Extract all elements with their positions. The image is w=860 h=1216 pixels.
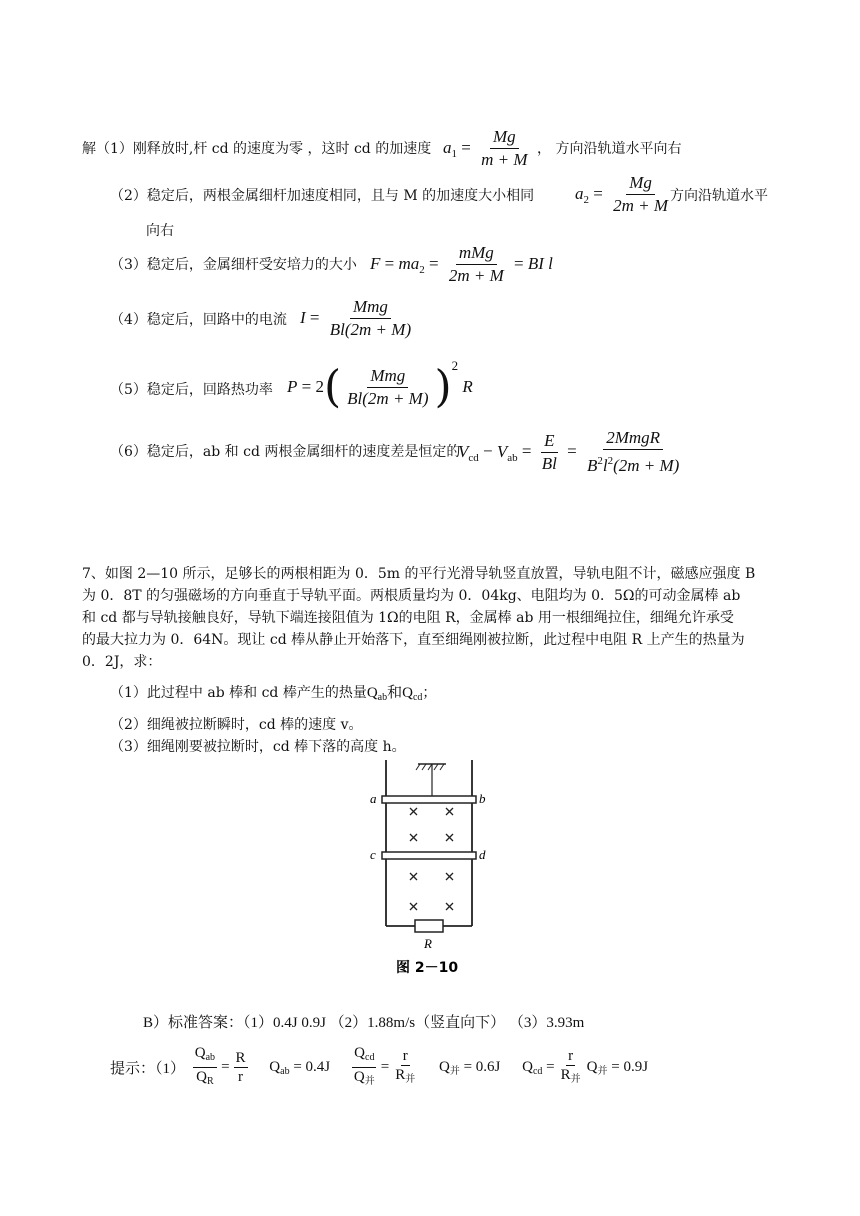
- line2-suffix: 方向沿轨道水平: [670, 188, 768, 204]
- problem-text-2: 为 0．8T 的匀强磁场的方向垂直于导轨平面。两根质量均为 0．04kg、电阻均为 0．5Ω的可动金属棒 ab: [82, 588, 741, 604]
- line2-cont: 向右: [146, 223, 174, 239]
- bar-cd: [382, 852, 476, 859]
- resistor-icon: [415, 920, 443, 932]
- line1-prefix: 解（1）刚释放时,杆 cd 的速度为零 ，这时 cd 的加速度: [82, 141, 432, 157]
- label-c: c: [370, 847, 376, 862]
- label-R: R: [424, 936, 432, 951]
- question-1: （1）此过程中 ab 棒和 cd 棒产生的热量$Q_{ab}$和$Q_{cd}$；: [110, 685, 437, 703]
- label-d: d: [479, 847, 486, 862]
- line3-prefix: （3）稳定后，金属细杆受安培力的大小: [110, 257, 357, 273]
- hint-line: 提示：（1） $\frac{Q_{ab}}{Q_R}$ = $\frac{R}{r}$ $Q_{ab} = 0.4J$ $\frac{Q_{cd}}{Q_并}$ = $\frac{r}{R_并}$ $Q_并 = 0.6J$ $Q_{cd}$ = $\frac{r}{R_并}$ $Q_并 = 0.9J$: [110, 1045, 649, 1087]
- problem-text-1: 7、如图 2—10 所示，足够长的两根相距为 0．5m 的平行光滑导轨竖直放置，导轨电阻不计，磁感应强度 B: [82, 566, 756, 582]
- line2-prefix: （2）稳定后，两根金属细杆加速度相同，且与 M 的加速度大小相同: [110, 188, 535, 204]
- figure-caption: 图 2－10: [396, 960, 459, 976]
- question-2: （2）细绳被拉断瞬时，cd 棒的速度 v。: [110, 717, 363, 733]
- circuit-figure: [360, 758, 500, 978]
- problem-text-5: 0．2J，求：: [82, 654, 162, 670]
- label-a: a: [370, 791, 377, 806]
- formula-current: I = $\frac{\text{Mmg}}{Bl(2m + M)}$: [300, 297, 412, 339]
- solution-line-1: [82, 140, 431, 158]
- question-3: （3）细绳刚要被拉断时，cd 棒下落的高度 h。: [110, 739, 406, 755]
- label-b: b: [479, 791, 486, 806]
- formula-velocity-diff: $V_{cd} - V_{ab}$ = $\frac{E}{Bl}$ = $\frac{\text{2MmgR}}{B^2l^2(2m + M)}$: [458, 428, 680, 475]
- line4-prefix: （4）稳定后，回路中的电流: [110, 312, 287, 328]
- line6-prefix: （6）稳定后，ab 和 cd 两根金属细杆的速度差是恒定的: [110, 444, 461, 460]
- formula-force: $F = ma_2$ = $\frac{\text{mMg}}{2m + M}$ = BI l: [370, 243, 553, 285]
- hint-label: 提示：（1）: [110, 1061, 186, 1077]
- bar-ab: [382, 796, 476, 803]
- formula-power: P = 2( $\frac{\text{Mmg}}{Bl(2m + M)}$ )$^2$ R: [287, 358, 473, 413]
- formula-a2: $a_2$ = $\frac{Mg}{2m + M}$: [575, 173, 669, 215]
- line1-suffix: ， 方向沿轨道水平向右: [537, 141, 682, 157]
- formula-a1: $a_1$ = $\frac{Mg}{m + M}$: [443, 127, 528, 169]
- problem-text-3: 和 cd 都与导轨接触良好，导轨下端连接阻值为 1Ω的电阻 R，金属棒 ab 用一根细绳拉住，细绳允许承受: [82, 610, 734, 626]
- line5-prefix: （5）稳定后，回路热功率: [110, 382, 273, 398]
- question-1-text: （1）此过程中 ab 棒和 cd 棒产生的热量: [110, 685, 367, 701]
- answer-line: B）标准答案：（1）0.4J 0.9J （2）1.88m/s（竖直向下） （3）3.93m: [143, 1015, 585, 1031]
- problem-text-4: 的最大拉力为 0．64N。现让 cd 棒从静止开始落下，直至细绳刚被拉断，此过程中电阻 R 上产生的热量为: [82, 632, 745, 648]
